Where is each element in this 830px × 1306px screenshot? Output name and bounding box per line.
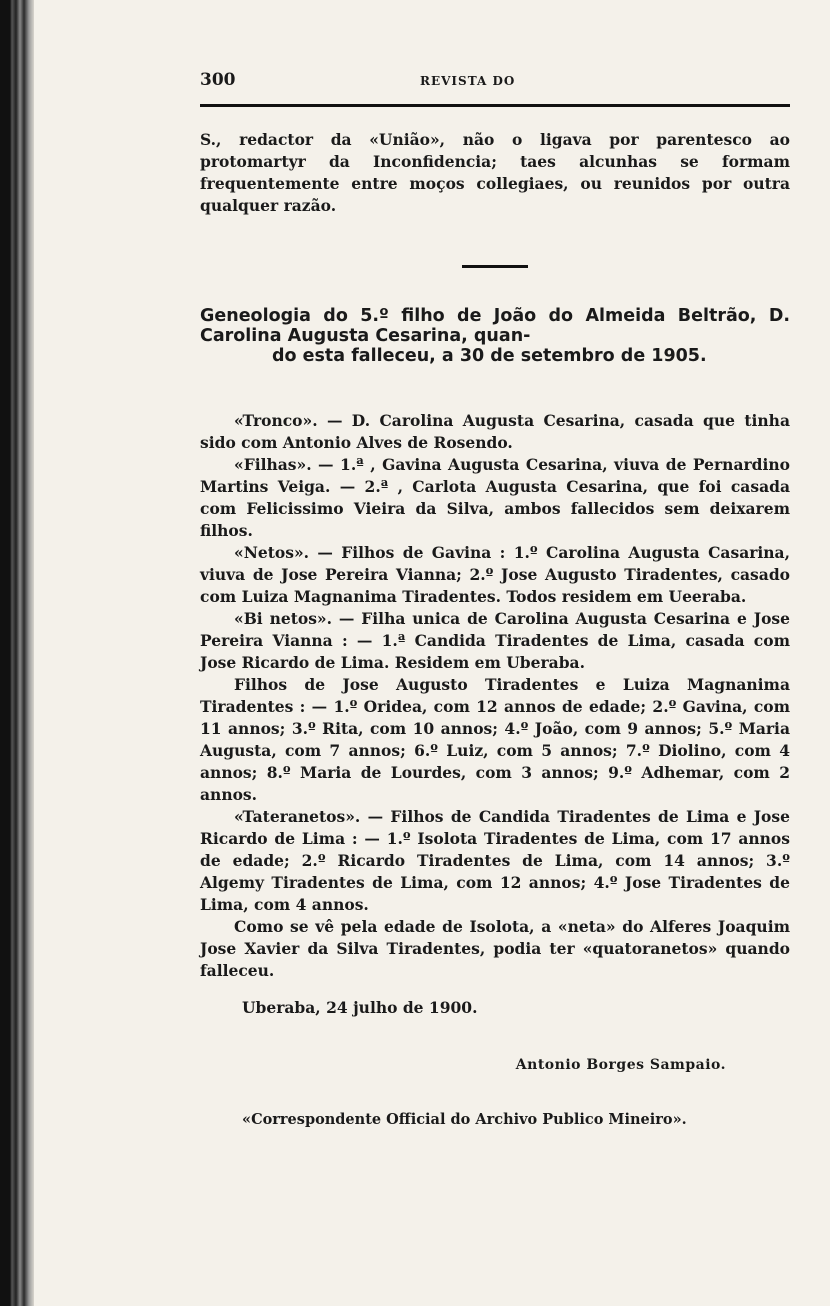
book-page: [200, 70, 790, 1128]
paragraph-tronco: «Tronco». — D. Carolina Augusta Cesarina, casada que tinha sido com Antonio Alves de Rosendo.: [200, 411, 790, 452]
page-header: [200, 70, 790, 100]
article-title-line-1: Geneologia do 5.º filho de João do Almeida Beltrão, D. Carolina Augusta Cesarina, quan-: [200, 306, 790, 346]
footnote: «Correspondente Official do Archivo Publico Mineiro».: [242, 1111, 687, 1128]
header-rule: [200, 104, 790, 107]
paragraph-bisnetos: «Bi netos». — Filha unica de Carolina Augusta Cesarina e Jose Pereira Vianna : — 1.ª Candida Tiradentes de Lima, casada com Jose Ricardo de Lima. Residem em Uberaba.: [200, 609, 790, 672]
article-body: [200, 410, 790, 982]
article-title-line-2: do esta falleceu, a 30 de setembro de 1905.: [272, 346, 707, 366]
book-binding-edge: [0, 0, 34, 1306]
section-separator: [462, 265, 528, 268]
paragraph-filhas: «Filhas». — 1.ª , Gavina Augusta Cesarina, viuva de Pernardino Martins Veiga. — 2.ª , Carlota Augusta Cesarina, que foi casada com Felicissimo Vieira da Silva, ambos fallecidos sem deixarem filhos.: [200, 455, 790, 540]
page-number: 300: [200, 70, 236, 90]
author-signature: Antonio Borges Sampaio.: [515, 1057, 726, 1073]
paragraph-filhos-jose-augusto: Filhos de Jose Augusto Tiradentes e Luiza Magnanima Tiradentes : — 1.º Oridea, com 12 annos de edade; 2.º Gavina, com 11 annos; 3.º Rita, com 10 annos; 4.º João, com 9 annos; 5.º Maria Augusta, com 7 annos; 6.º Luiz, com 5 annos; 7.º Diolino, com 4 annos; 8.º Maria de Lourdes, com 3 annos; 9.º Adhemar, com 2 annos.: [200, 675, 790, 804]
paragraph-tataranetos: «Tateranetos». — Filhos de Candida Tiradentes de Lima e Jose Ricardo de Lima : — 1.º Isolota Tiradentes de Lima, com 17 annos de edade; 2.º Ricardo Tiradentes de Lima, com 14 annos; 3.º Algemy Tiradentes de Lima, com 12 annos; 4.º Jose Tiradentes de Lima, com 4 annos.: [200, 807, 790, 914]
intro-paragraph: S., redactor da «União», não o ligava por parentesco ao protomartyr da Inconfidencia; taes alcunhas se formam frequentemente entre moços collegiaes, ou reunidos por outra qualquer razão.: [200, 130, 790, 215]
paragraph-netos: «Netos». — Filhos de Gavina : 1.º Carolina Augusta Casarina, viuva de Jose Pereira Vianna; 2.º Jose Augusto Tiradentes, casado com Luiza Magnanima Tiradentes. Todos residem em Ueeraba.: [200, 543, 790, 606]
running-title: REVISTA DO: [420, 74, 516, 88]
article-title: [200, 306, 790, 366]
paragraph-conclusion: Como se vê pela edade de Isolota, a «neta» do Alferes Joaquim Jose Xavier da Silva Tiradentes, podia ter «quatoranetos» quando falleceu.: [200, 917, 790, 980]
place-date: Uberaba, 24 julho de 1900.: [242, 998, 478, 1017]
